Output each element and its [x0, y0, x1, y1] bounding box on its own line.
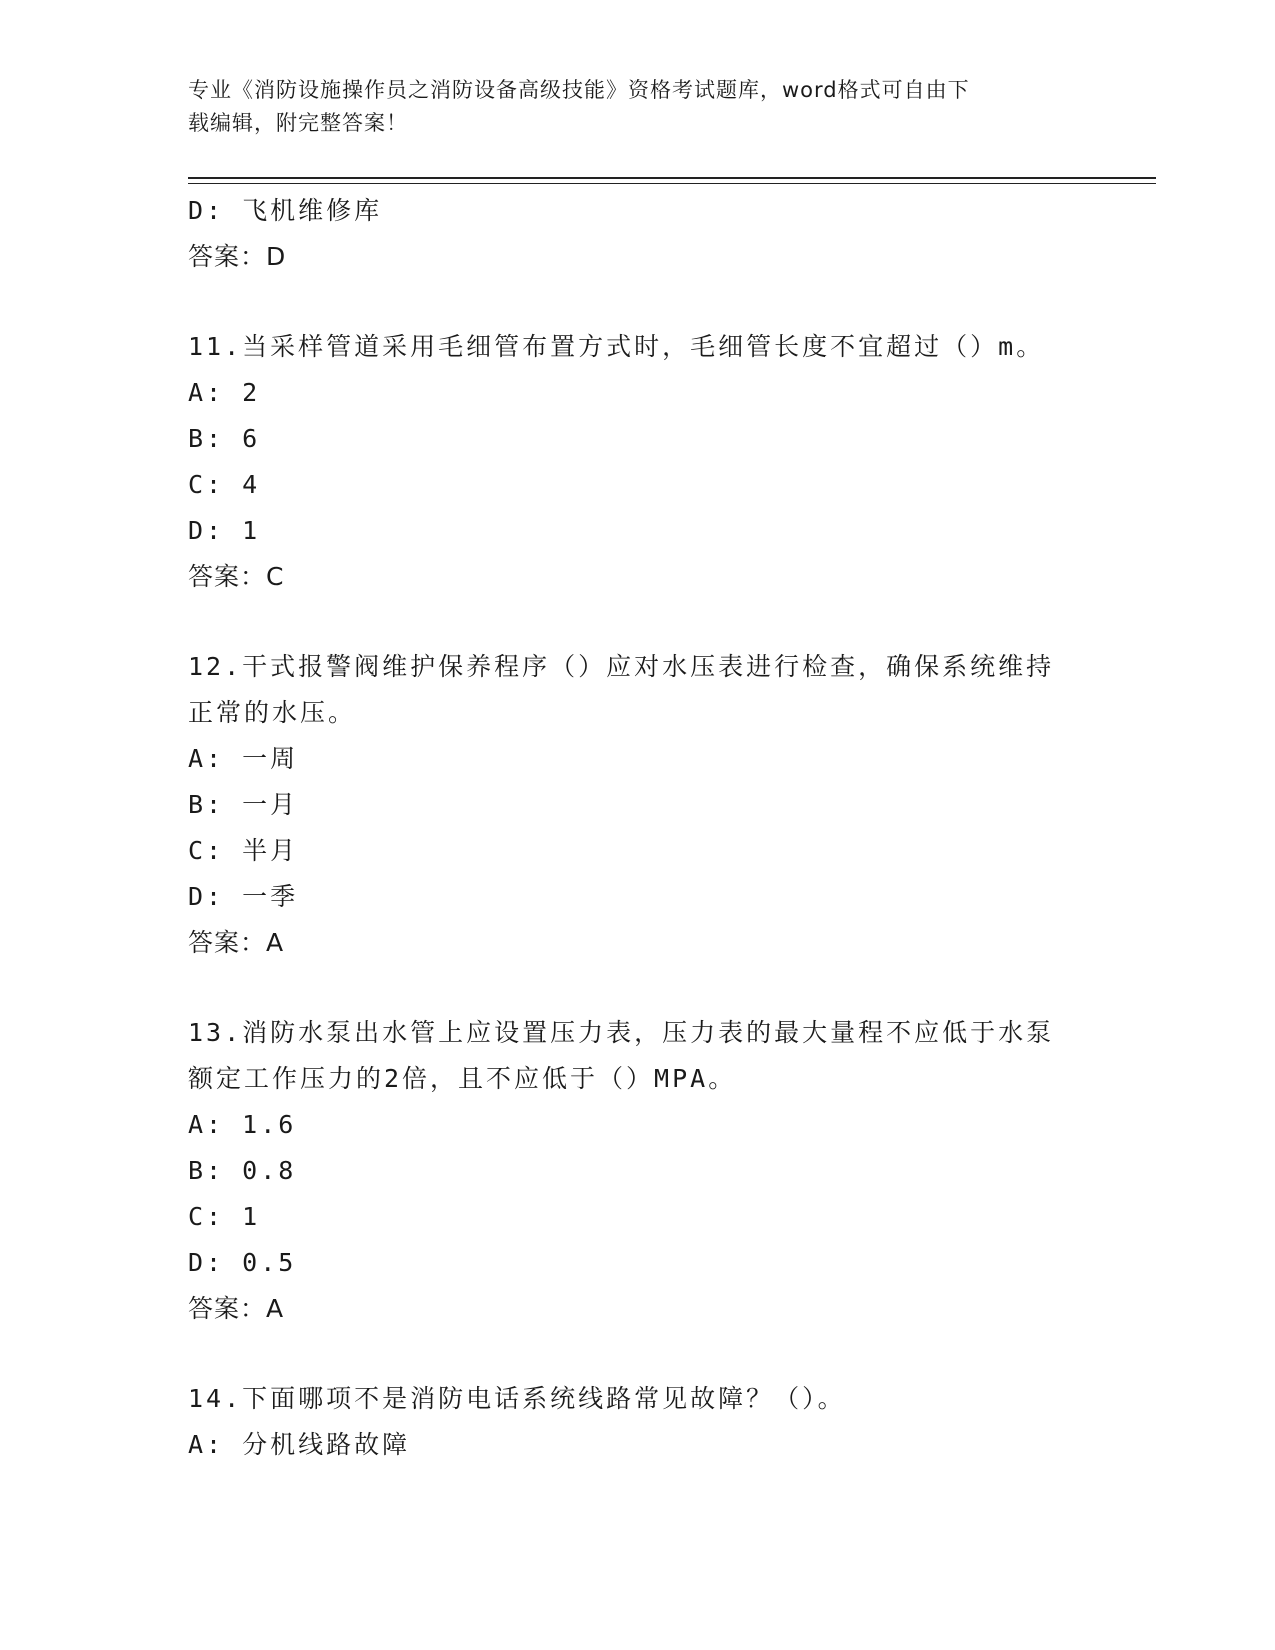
- option-c: C: 半月: [188, 836, 299, 865]
- option-d: D: 1: [188, 516, 261, 545]
- option-c: C: 1: [188, 1202, 261, 1231]
- question-stem: 14.下面哪项不是消防电话系统线路常见故障？（）。: [188, 1384, 846, 1413]
- spacer: [188, 1332, 1088, 1376]
- answer-line: 答案：C: [188, 562, 285, 591]
- option-d: D: 一季: [188, 882, 299, 911]
- option-d: D: 0.5: [188, 1248, 297, 1277]
- option-a: A: 1.6: [188, 1110, 297, 1139]
- option-d: D: 飞机维修库: [188, 196, 383, 225]
- question-stem: 13.消防水泵出水管上应设置压力表，压力表的最大量程不应低于水泵: [188, 1018, 1055, 1047]
- header-rule-thick: [188, 177, 1156, 179]
- question-list: [188, 188, 1088, 1468]
- option-a: A: 2: [188, 378, 261, 407]
- question-stem-continued: 额定工作压力的2倍，且不应低于（）MPA。: [188, 1064, 737, 1093]
- answer-line: 答案：A: [188, 928, 285, 957]
- option-b: B: 0.8: [188, 1156, 297, 1185]
- question-11: [188, 324, 1088, 600]
- answer-line: 答案：D: [188, 242, 287, 271]
- spacer: [188, 600, 1088, 644]
- question-stem: 12.干式报警阀维护保养程序（）应对水压表进行检查，确保系统维持: [188, 652, 1055, 681]
- option-b: B: 6: [188, 424, 261, 453]
- previous-question-tail: [188, 188, 1088, 280]
- option-c: C: 4: [188, 470, 261, 499]
- option-a: A: 分机线路故障: [188, 1430, 411, 1459]
- question-14: [188, 1376, 1088, 1468]
- answer-line: 答案：A: [188, 1294, 285, 1323]
- document-header: [188, 74, 1088, 140]
- header-line-2: 载编辑，附完整答案！: [188, 111, 408, 135]
- header-rule-thin: [188, 183, 1156, 184]
- header-line-1: 专业《消防设施操作员之消防设备高级技能》资格考试题库，word格式可自由下: [188, 78, 970, 102]
- question-12: [188, 644, 1088, 966]
- question-stem: 11.当采样管道采用毛细管布置方式时，毛细管长度不宜超过（）m。: [188, 332, 1045, 361]
- spacer: [188, 966, 1088, 1010]
- spacer: [188, 280, 1088, 324]
- option-a: A: 一周: [188, 744, 299, 773]
- question-13: [188, 1010, 1088, 1332]
- option-b: B: 一月: [188, 790, 299, 819]
- question-stem-continued: 正常的水压。: [188, 698, 357, 727]
